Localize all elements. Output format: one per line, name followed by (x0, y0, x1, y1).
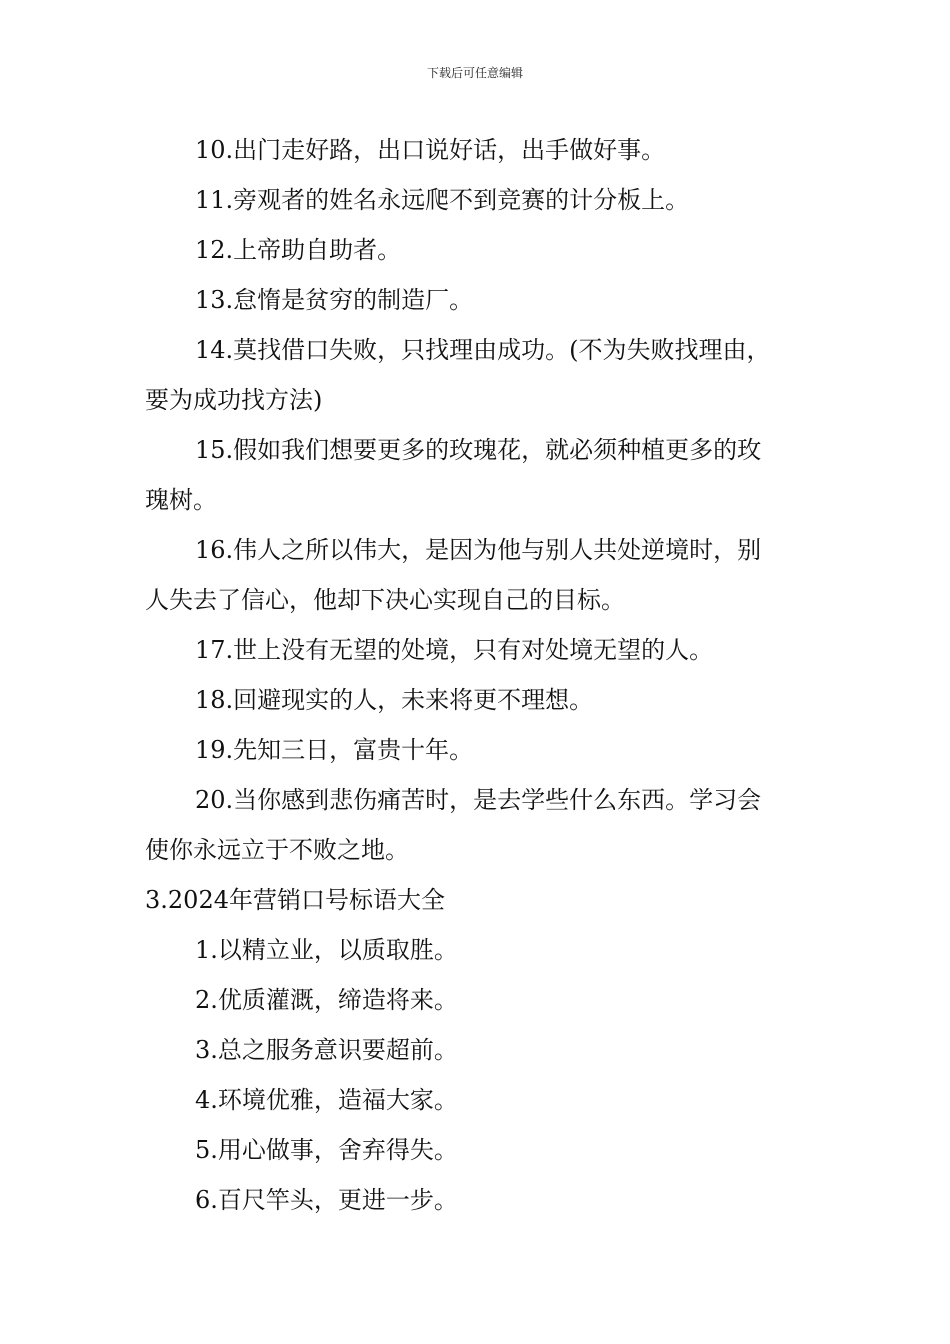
text-line: 5.用心做事，舍弃得失。 (195, 1136, 458, 1164)
text-line: 要为成功找方法) (145, 386, 323, 414)
text-line: 15.假如我们想要更多的玫瑰花，就必须种植更多的玫 (195, 436, 762, 464)
text-line: 使你永远立于不败之地。 (145, 836, 409, 864)
text-line: 20.当你感到悲伤痛苦时，是去学些什么东西。学习会 (195, 786, 762, 814)
text-line: 6.百尺竿头，更进一步。 (195, 1186, 458, 1214)
text-line: 19.先知三日，富贵十年。 (195, 736, 474, 764)
text-line: 18.回避现实的人，未来将更不理想。 (195, 686, 594, 714)
text-line: 12.上帝助自助者。 (195, 236, 402, 264)
text-line: 瑰树。 (145, 486, 217, 514)
text-line: 16.伟人之所以伟大，是因为他与别人共处逆境时，别 (195, 536, 762, 564)
text-line: 4.环境优雅，造福大家。 (195, 1086, 458, 1114)
text-line: 人失去了信心，他却下决心实现自己的目标。 (145, 586, 625, 614)
section-heading: 3.2024年营销口号标语大全 (145, 886, 445, 914)
page-header: 下载后可任意编辑 (426, 66, 523, 80)
text-line: 17.世上没有无望的处境，只有对处境无望的人。 (195, 636, 714, 664)
text-line: 14.莫找借口失败，只找理由成功。(不为失败找理由， (195, 336, 771, 364)
text-line: 13.怠惰是贫穷的制造厂。 (195, 286, 474, 314)
text-line: 1.以精立业，以质取胜。 (195, 936, 458, 964)
text-line: 11.旁观者的姓名永远爬不到竞赛的计分板上。 (195, 186, 690, 214)
document-body (145, 125, 810, 1225)
text-line: 3.总之服务意识要超前。 (195, 1036, 458, 1064)
text-line: 2.优质灌溉，缔造将来。 (195, 986, 458, 1014)
text-line: 10.出门走好路，出口说好话，出手做好事。 (195, 136, 666, 164)
